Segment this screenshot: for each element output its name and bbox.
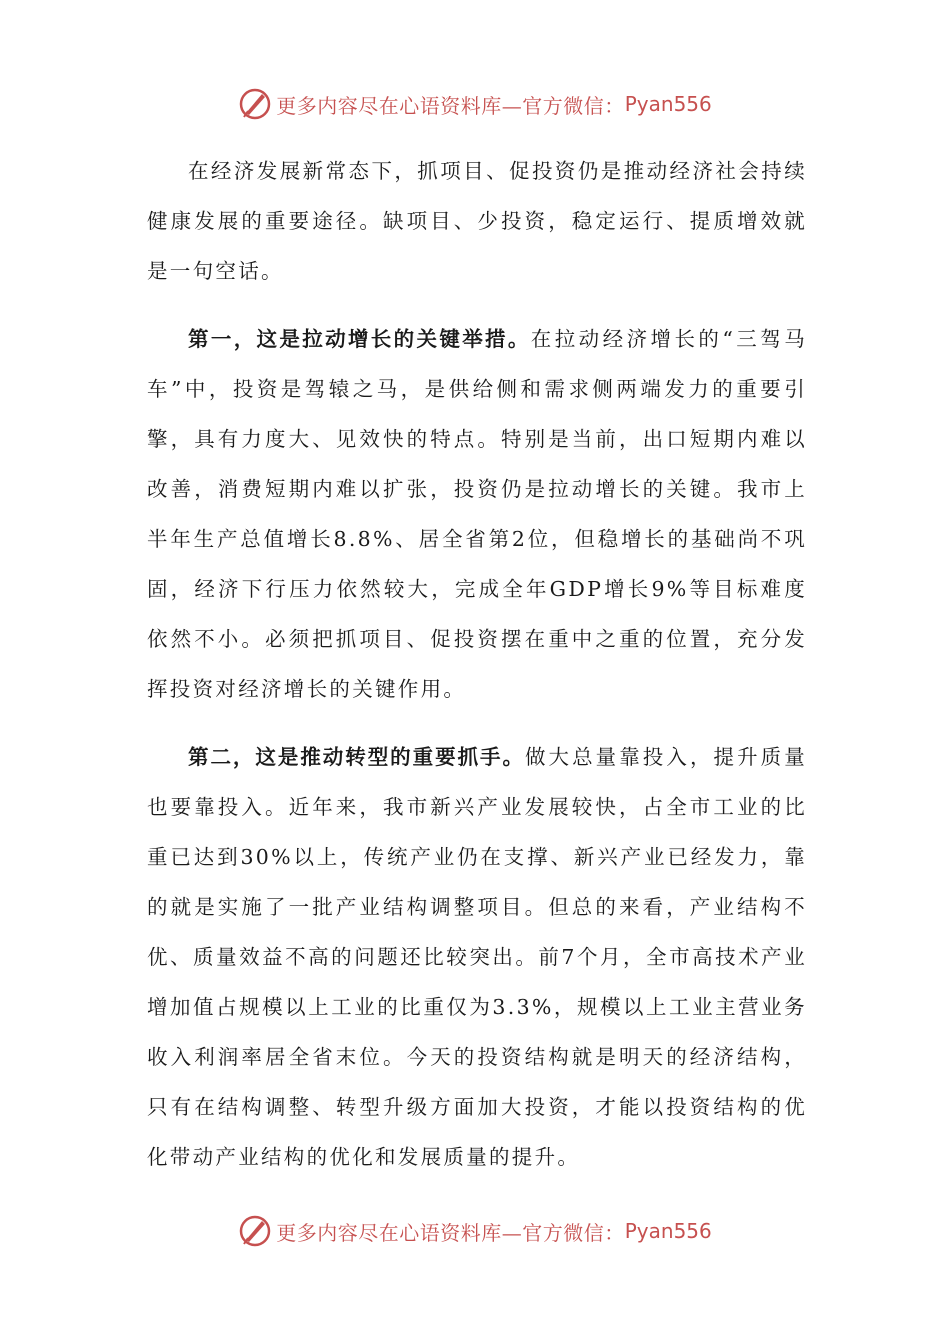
paragraph-lead: 第一，这是拉动增长的关键举措。 xyxy=(188,327,531,351)
quill-logo-icon xyxy=(238,1214,272,1248)
paragraph-body: 做大总量靠投入，提升质量也要靠投入。近年来，我市新兴产业发展较快，占全市工业的比重已达到30%以上，传统产业仍在支撑、新兴产业已经发力，靠的就是实施了一批产业结构调整项目。但总的来看，产业结构不优、质量效益不高的问题还比较突出。前7个月，全市高技术产业增加值占规模以上工业的比重仅为3.3%，规模以上工业主营业务收入利润率居全省末位。今天的投资结构就是明天的经济结构，只有在结构调整、转型升级方面加大投资，才能以投资结构的优化带动产业结构的优化和发展质量的提升。 xyxy=(147,745,807,1169)
paragraph-body: 在经济发展新常态下，抓项目、促投资仍是推动经济社会持续健康发展的重要途径。缺项目、少投资，稳定运行、提质增效就是一句空话。 xyxy=(147,159,807,283)
footer-banner xyxy=(0,1211,950,1251)
header-banner xyxy=(0,84,950,124)
quill-logo-icon xyxy=(238,87,272,121)
paragraph-body: 在拉动经济增长的“三驾马车”中，投资是驾辕之马，是供给侧和需求侧两端发力的重要引擎，具有力度大、见效快的特点。特别是当前，出口短期内难以改善，消费短期内难以扩张，投资仍是拉动增长的关键。我市上半年生产总值增长8.8%、居全省第2位，但稳增长的基础尚不巩固，经济下行压力依然较大，完成全年GDP增长9%等目标难度依然不小。必须把抓项目、促投资摆在重中之重的位置，充分发挥投资对经济增长的关键作用。 xyxy=(147,327,807,701)
banner-text: 更多内容尽在心语资料库—官方微信： xyxy=(276,1220,625,1245)
banner-text: 更多内容尽在心语资料库—官方微信： xyxy=(276,93,625,118)
wechat-id: Pyan556 xyxy=(624,1219,712,1243)
paragraph-lead: 第二，这是推动转型的重要抓手。 xyxy=(188,745,525,769)
paragraph-first xyxy=(147,314,807,714)
paragraph-second xyxy=(147,732,807,1182)
document-body xyxy=(147,146,807,1200)
paragraph-intro xyxy=(147,146,807,296)
wechat-id: Pyan556 xyxy=(624,92,712,116)
